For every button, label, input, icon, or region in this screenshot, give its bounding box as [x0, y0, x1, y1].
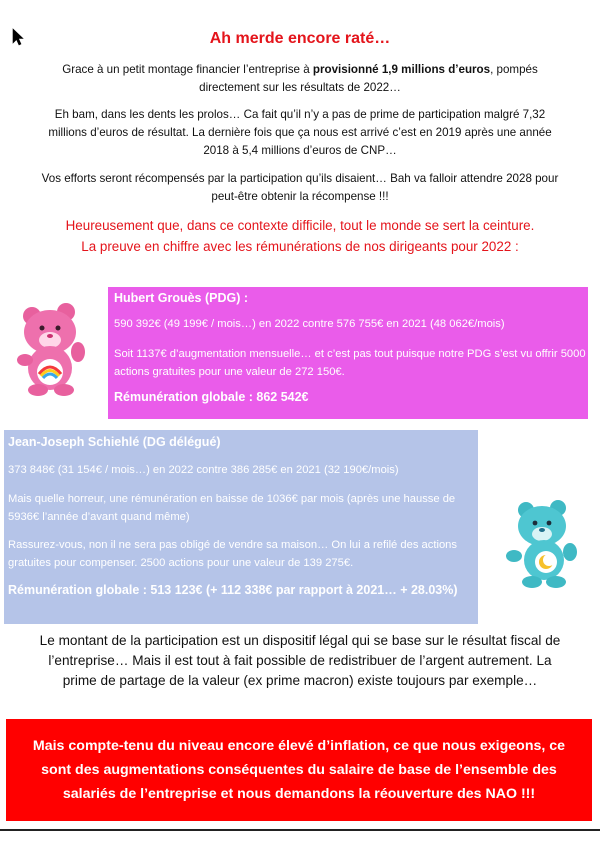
dg-salary-line: 373 848€ (31 154€ / mois…) en 2022 contre 386 285€ en 2021 (32 190€/mois): [8, 464, 399, 476]
red-intro-text: [30, 215, 570, 257]
intro-paragraph-1: [40, 61, 560, 97]
dg-decrease-line: Mais quelle horreur, une rémunération en baisse de 1036€ par mois (après une hausse de 5936€ l’année d’avant quand même): [8, 493, 456, 523]
dg-total-remuneration: Rémunération globale : 513 123€ (+ 112 338€ par rapport à 2021… + 28.03%): [8, 583, 458, 597]
demand-text: Mais compte-tenu du niveau encore élevé d’inflation, ce que nous exigeons, ce sont des augmentations conséquentes du salaire de base de l’ensemble des salariés de l’entreprise et nous demandons la réouverture des NAO !!!: [32, 738, 566, 802]
dg-remuneration-box: [4, 430, 478, 624]
pink-care-bear-figure: [10, 296, 92, 396]
participation-explanation: Le montant de la participation est un dispositif légal qui se base sur le résultat fiscal de l’entreprise… Mais il est tout à fait possible de redistribuer de l’argent autrement. La prime de partage de la valeur (ex prime macron) existe toujours par exemple…: [39, 633, 561, 688]
red-intro-line-2: La preuve en chiffre avec les rémunérations de nos dirigeants pour 2022 :: [81, 239, 519, 254]
intro-text: Grace à un petit montage financier l’entreprise à: [62, 63, 313, 76]
dg-name: Jean-Joseph Schiehlé (DG délégué): [8, 435, 221, 449]
intro-bold-text: provisionné 1,9 millions d’euros: [312, 63, 491, 76]
intro-paragraph-2: Eh bam, dans les dents les prolos… Ca fait qu’il n’y a pas de prime de participation malgré 7,32 millions d’euros de résultat. La dernière fois que ça nous est arrivé c’est en 2019 après une année 2018 à 5,4 millions d’euros de CNP…: [48, 108, 552, 157]
intro-text-end: , pompés directement sur les résultats de 2022…: [199, 63, 538, 94]
page-title: Ah merde encore raté…: [209, 30, 391, 47]
red-intro-line-1: Heureusement que, dans ce contexte difficile, tout le monde se sert la ceinture.: [65, 218, 535, 233]
pdg-salary-line: 590 392€ (49 199€ / mois…) en 2022 contre 576 755€ en 2021 (48 062€/mois): [114, 318, 505, 330]
intro-paragraph-3: Vos efforts seront récompensés par la participation qu’ils disaient… Bah va falloir attendre 2028 pour peut-être obtenir la récompense !!!: [41, 172, 559, 203]
dg-shares-line: Rassurez-vous, non il ne sera pas obligé de vendre sa maison… On lui a refilé des actions gratuites pour compenser. 2500 actions pour une valeur de 139 275€.: [8, 539, 457, 569]
bottom-divider: [0, 829, 600, 831]
pdg-name: Hubert Grouès (PDG) :: [114, 291, 249, 305]
pdg-total-remuneration: Rémunération globale : 862 542€: [114, 390, 309, 404]
pdg-increase-line: Soit 1137€ d’augmentation mensuelle… et c’est pas tout puisque notre PDG s’est vu offrir 5000 actions gratuites pour une valeur de 272 150€.: [114, 348, 586, 378]
blue-care-bear-figure: [506, 494, 582, 590]
demand-banner: [6, 719, 592, 821]
pdg-remuneration-box: [108, 287, 588, 419]
